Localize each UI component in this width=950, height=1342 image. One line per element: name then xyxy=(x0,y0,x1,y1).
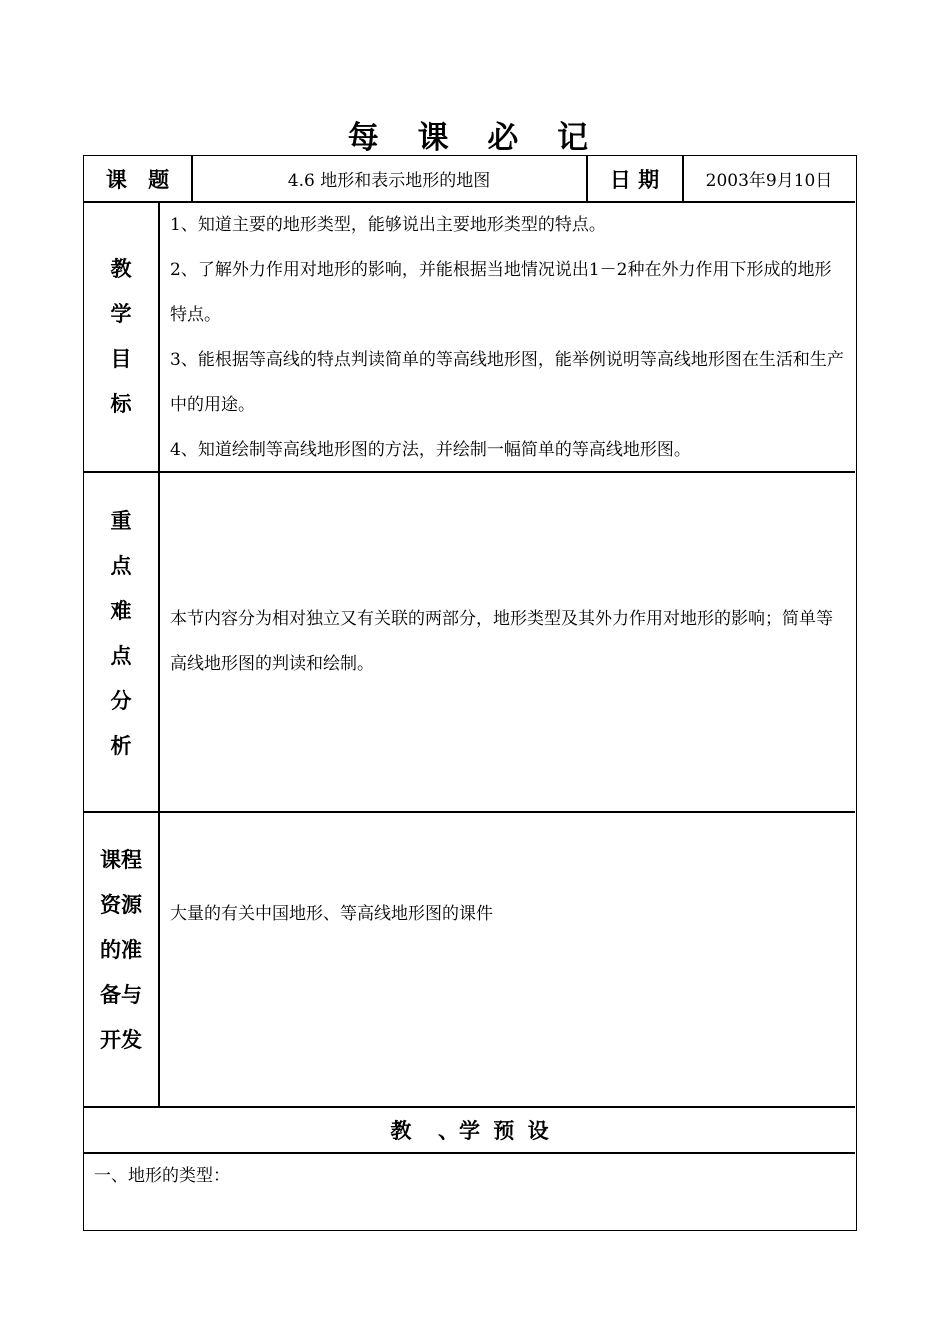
resources-content xyxy=(170,892,848,937)
page-title: 每 课 必 记 xyxy=(347,120,603,156)
key-points-label-char: 分 xyxy=(110,688,132,713)
resources-label-line: 资源 xyxy=(100,892,142,917)
topic-label xyxy=(84,156,191,201)
plan-content xyxy=(94,1154,844,1199)
objectives-content xyxy=(170,203,848,473)
plan-heading: 教 、学 预 设 xyxy=(390,1118,549,1143)
objectives-label-char: 标 xyxy=(110,391,132,416)
resources-label-line: 备与 xyxy=(100,982,142,1007)
col-divider xyxy=(158,201,160,1106)
resources-label xyxy=(84,812,158,1106)
resources-label-line: 开发 xyxy=(100,1027,142,1052)
resources-label-line: 的准 xyxy=(100,937,142,962)
objective-item: 2、了解外力作用对地形的影响，并能根据当地情况说出1－2种在外力作用下形成的地形特点。 xyxy=(170,260,832,325)
topic-value: 4.6 地形和表示地形的地图 xyxy=(287,171,491,191)
key-points-label-char: 点 xyxy=(110,553,132,578)
row-divider xyxy=(84,811,855,813)
objectives-label-char: 学 xyxy=(110,301,132,326)
objective-item: 3、能根据等高线的特点判读简单的等高线地形图，能举例说明等高线地形图在生活和生产中的用途。 xyxy=(170,350,844,415)
objectives-label-char: 教 xyxy=(110,256,132,281)
objective-item: 4、知道绘制等高线地形图的方法，并绘制一幅简单的等高线地形图。 xyxy=(170,440,691,460)
key-points-content xyxy=(170,597,848,687)
objective-item: 1、知道主要的地形类型，能够说出主要地形类型的特点。 xyxy=(170,215,606,235)
plan-item: 一、地形的类型： xyxy=(94,1166,230,1186)
key-points-label-char: 重 xyxy=(110,508,132,533)
topic-label-text: 课 题 xyxy=(105,167,170,192)
date-label: 日 期 xyxy=(609,167,660,192)
key-points-label-char: 析 xyxy=(110,733,132,758)
resources-text: 大量的有关中国地形、等高线地形图的课件 xyxy=(170,904,493,924)
objectives-label xyxy=(84,202,158,471)
date-value: 2003年9月10日 xyxy=(705,171,833,191)
key-points-label xyxy=(84,472,158,811)
key-points-label-char: 点 xyxy=(110,643,132,668)
key-points-label-char: 难 xyxy=(110,598,132,623)
lesson-table xyxy=(83,155,857,1231)
resources-label-line: 课程 xyxy=(100,847,142,872)
objectives-label-char: 目 xyxy=(110,346,132,371)
key-points-text: 本节内容分为相对独立又有关联的两部分，地形类型及其外力作用对地形的影响；简单等高线地形图的判读和绘制。 xyxy=(170,609,833,674)
